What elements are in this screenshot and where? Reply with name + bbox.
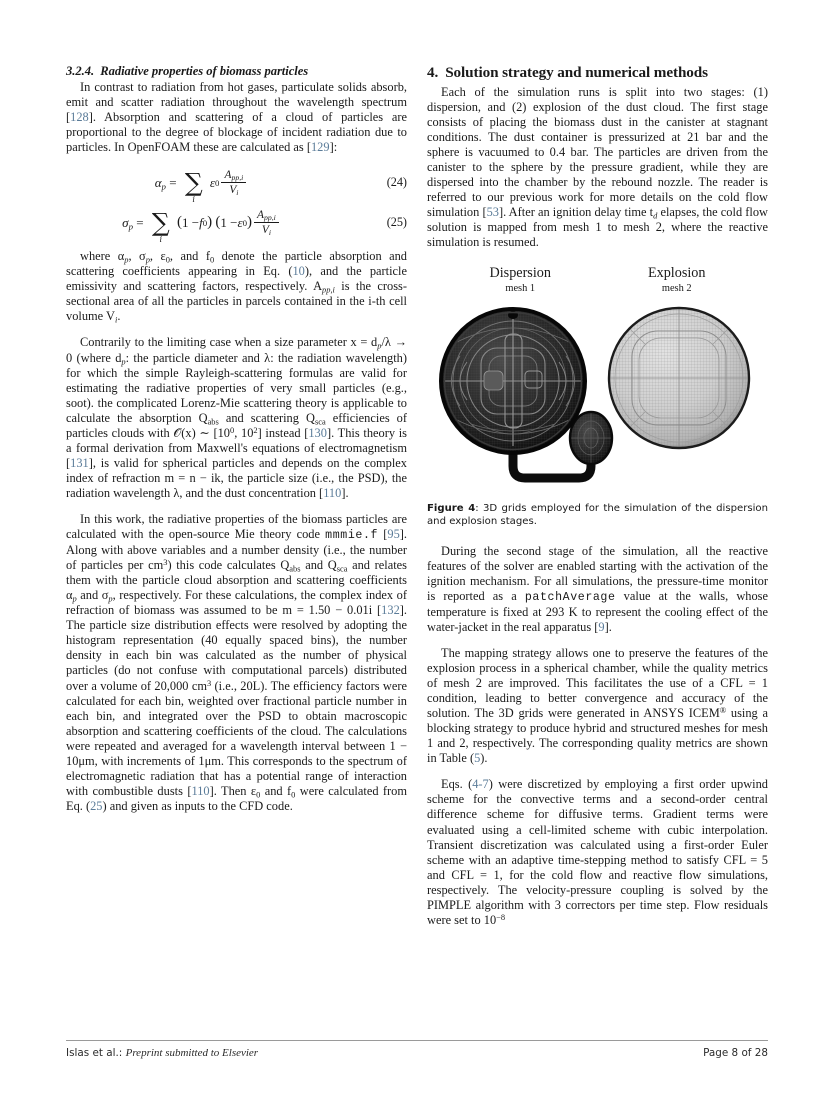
citation-table-5[interactable]: 5 [474,751,481,766]
text-run: efficiencies of particles clouds with 𝒪(x) ∼ [10 [66,410,408,440]
figure-label-dispersion [489,265,550,296]
dispersion-title: Dispersion [489,264,551,281]
paragraph-radiative-intro [66,80,407,155]
code-patchaverage: patchAverage [524,590,616,604]
text-run: In this work, the radiative properties of the biomass particles are calculated with the open-source Mie theory code [66,511,407,542]
text-run: ]. Then ε [209,783,257,798]
figure-image-3d-grids [427,298,768,493]
subsection-number: 3.2.4. [66,64,95,78]
text-run: is the cross-sectional area of all the particles in parcels contained in the i-th cell volume V [66,279,407,324]
text-run: ]. After an ignition delay time t [498,205,654,220]
text-run: Contrarily to the limiting case when a size parameter x = d [80,335,378,350]
text-run: and scattering Q [218,410,315,425]
text-run: /λ → 0 (where d [66,335,407,365]
summation-symbol: ∑ i [184,167,203,205]
text-run: , ε [149,249,166,264]
text-run: Each of the simulation runs is split into two stages: (1) dispersion, and (2) explosion of the dust cloud. The first stage consists of placing the biomass dust in the canister at stagnant conditions. The dust container is pressurized at 21 bar and the sphere is vacuumed to 0.4 bar. The particles are driven from the canister to the sphere by the pressure gradient, while they are dispersed into the chamber by the rebound nozzle. The reader is referred to our previous work for more details on the cold flow simulation [ [427,85,768,220]
two-column-body [66,64,768,1024]
paragraph-mapping-strategy [427,646,768,766]
text-run: , 10 [234,425,254,440]
citation-eq-10[interactable]: 10 [292,264,305,279]
equation-25 [66,207,407,245]
figure-caption-text: : 3D grids employed for the simulation of the dispersion and explosion stages. [427,502,768,528]
equation-block [66,167,407,245]
text-run: [ [378,527,388,542]
subsection-title: Radiative properties of biomass particles [100,64,309,78]
section-number: 4. [427,64,439,81]
figure-labels [427,265,768,296]
citation-eqs-4-7[interactable]: 4-7 [472,777,489,792]
text-run: ]. This theory is a formal derivation from Maxwell's equations of electromagnetism [ [66,425,407,470]
citation-53[interactable]: 53 [486,205,499,220]
equation-24-body: $\alpha_p$ = ∑ i ε 0 $\frac{A_{pp,i}}{V_i}$ [66,169,365,196]
figure-4 [427,265,768,529]
text-run: (i.e., 20L). The efficiency factors were calculated for each bin, weighted over fractional particle number in each bin, and integrated over the PSD to obtain macroscopic absorption and scattering coefficients of the cloud. The calculations were repeated and averaged for a wavelength interval between 1 − 10μm, with increments of 1μm. This corresponds to the spectrum of electromagnetic radiation that has a potential range of interaction with combustible dusts [ [66,678,407,798]
citation-110[interactable]: 110 [323,485,342,500]
code-mmmie: mmmie.f [325,529,379,543]
text-run: and f [260,783,292,798]
explosion-title: Explosion [647,264,706,281]
summation-symbol: ∑ i [151,207,170,245]
footer-preprint-note: Preprint submitted to Elsevier [125,1047,259,1059]
text-run: ]: [329,140,338,155]
text-run: ]. Absorption and scattering of a cloud of particles are proportional to the degree of blockage of incident radiation due to particles. In OpenFOAM these are calculated as [ [66,110,407,155]
citation-9[interactable]: 9 [598,619,605,634]
text-run: ), and the particle emissivity and scattering factors, respectively. A [66,264,407,294]
figure-label-explosion [648,265,706,296]
residual-exponent: −8 [496,911,506,922]
figure-caption-label: Figure 4 [427,502,476,514]
dispersion-mesh-name: mesh 1 [505,282,536,294]
citation-128[interactable]: 128 [70,110,89,125]
text-run: ]. [341,485,349,500]
text-run: and Q [300,558,337,573]
text-run: ] instead [ [257,425,309,440]
text-run: using a blocking strategy to produce hybrid and structured meshes for mesh 1 and 2, respectively. The corresponding quality metrics are shown in Table ( [427,706,768,766]
citation-110b[interactable]: 110 [191,783,210,798]
text-run: ]. Along with above variables and a number density (i.e., the number of particles per cm [66,527,407,573]
text-run: ). [480,751,488,766]
dispersion-sphere-mesh1 [437,305,592,460]
text-run: value at the walls, whose temperature is fixed at 293 K to represent the cooling effect of the water-jacket in the real apparatus [ [427,588,768,634]
text-run: In contrast to radiation from hot gases, particulate solids absorb, emit and scatter radiation throughout the wavelength spectrum [ [66,80,407,125]
text-run: The mapping strategy allows one to preserve the features of the explosion process in a spherical chamber, while the quality metrics of mesh 2 are improved. This facilitates the use of a CFL = 1 condition, leading to better convergence and accuracy of the solution. The 3D grids were generated in ANSYS ICEM [427,645,768,721]
paragraph-where-definitions: where $\alpha_p$, $\sigma_p$, $\varepsilon_0$, and $f_0$ denote the particle absorption and scattering coefficients appearing in Eq. (10), and the particle emissivity and scattering factors, respectively. $A_{pp,i}$ is the cross-sectional area of all the particles in parcels contained in the i-th cell volume $V_i$. [66,249,408,325]
registered-mark: ® [719,704,727,715]
equation-25-body: $\sigma_p$ = ∑ i ( 1 − f 0 ) ( 1 − ε 0 ) $\frac{A_{pp,i}}{V_i}$ [66,209,365,236]
subsection-heading [66,64,407,79]
text-run: , and f [169,249,210,264]
equation-24 [66,167,407,205]
citation-132[interactable]: 132 [381,603,400,618]
footer-left [66,1047,258,1059]
text-run: ]. [604,619,612,634]
text-run: and relates them with the particle cloud absorption and scattering coefficients α [66,558,407,603]
text-run: , respectively. For these calculations, the complex index of refraction of biomass was assumed to be m = 1.50 − 0.01i [ [66,588,407,618]
right-column [427,64,768,1024]
paragraph-second-stage [427,544,768,635]
section-heading [427,64,768,82]
citation-131[interactable]: 131 [70,455,89,470]
explosion-mesh-name: mesh 2 [661,282,692,294]
equation-24-number: (24) [386,175,407,190]
citation-130[interactable]: 130 [308,425,327,440]
citation-eq-25[interactable]: 25 [90,798,103,813]
text-run: Eqs. ( [441,777,473,792]
text-run: where α [80,249,125,264]
explosion-sphere-mesh2 [607,306,753,452]
left-column [66,64,407,1024]
section-title: Solution strategy and numerical methods [445,64,708,81]
text-run: ]. The particle size distribution effects were resolved by adopting the histogram representation (40 equally spaced bins), the number density in each bin was calculated as the number of physical particles (do not confuse with computational parcels) distributed over a volume of 20,000 cm [66,603,407,693]
text-run: elapses, the cold flow solution is mapped from mesh 1 to mesh 2, where the reactive simulation is resumed. [427,205,769,250]
page-footer [66,1040,768,1059]
fraction-app-v: $\frac{A_{pp,i}}{V_i}$ [254,209,279,236]
mesh-diagram-svg [427,298,768,493]
text-run: were calculated from Eq. ( [66,783,408,813]
paragraph-discretization [427,777,768,927]
paragraph-simulation-stages: Each of the simulation runs is split into two stages: (1) dispersion, and (2) explosion of the dust cloud. The first stage consists of placing the biomass dust in the canister at stagnant conditions. The dust container is pressurized at 21 bar and the sphere is vacuumed to 0.4 bar. The particles are driven from the canister to the sphere by the pressure gradient, while they are dispersed into the chamber by the rebound nozzle. The reader is referred to our previous work for more details on the cold flow simulation [53]. After an ignition delay time $t_d$ elapses, the cold flow solution is mapped from mesh 1 to mesh 2, where the reactive simulation is resumed. [427,85,769,250]
footer-authors: Islas et al.: [66,1047,123,1059]
fraction-app-v: $\frac{A_{pp,i}}{V_i}$ [221,169,246,196]
text-run: : the particle diameter and λ: the radiation wavelength) for which the simple Rayleigh-scattering formulas are valid for estimating the radiative properties of very small particles (e.g., soot). the complicated Lorenz-Mie scattering theory is applicable to calculate the absorption Q [66,350,407,425]
text-run: , σ [128,249,146,264]
equation-25-number: (25) [386,215,407,230]
figure-caption [427,502,768,529]
text-run: ) this code calculates Q [167,558,290,573]
text-run: . [117,309,121,324]
citation-129[interactable]: 129 [310,140,330,155]
text-run: ) were discretized by employing a first order upwind scheme for the convective terms and a second-order central difference scheme for diffusive terms. Gradient terms were evaluated using a cell-limited scheme with cubic interpolation. Transient discretization was calculated using a first-order Euler scheme with an adaptive time-stepping method to satisfy CFL = 5 and CFL = 1, for the cold flow and reactive flow simulations, respectively. The velocity-pressure coupling is solved by the PIMPLE algorithm with 3 correctors per time step. Flow residuals were set to 10 [427,777,768,927]
text-run: During the second stage of the simulation, all the reactive features of the solver are enabled starting with the activation of the ignition mechanism. For all simulations, the pressure-time monitor is reported as a [427,543,768,603]
paragraph-mie-theory: Contrarily to the limiting case when a size parameter $x = d_p/\lambda \to 0$ (where $d_p$: the particle diameter and λ: the radiation wavelength) for which the simple Rayleigh-scattering formulas are valid for estimating the radiative properties of very small particles (e.g., soot). the complicated Lorenz-Mie scattering theory is applicable to calculate the absorption $Q_{abs}$ and scattering $Q_{sca}$ efficiencies of particles clouds with 𝒪(x) ∼ [$10^0$, $10^2$] instead [130]. This theory is a formal derivation from Maxwell's equations of electromagnetism [131], is valid for spherical particles and depends on the complex index of refraction m = n − ik, the particle size (i.e., the PSD), the radiation wavelength λ, and the dust concentration [110]. [66,335,408,500]
text-run: ], is valid for spherical particles and depends on the complex index of refraction m = n − ik, the particle size (i.e., the PSD), the radiation wavelength λ, and the dust concentration [ [66,455,407,500]
paragraph-mmmie-calculations: In this work, the radiative properties of the biomass particles are calculated with the open-source Mie theory code mmmie.f [95]. Along with above variables and a number density (i.e., the number of particles per $cm^3$) this code calculates $Q_{abs}$ and $Q_{sca}$ and relates them with the particle cloud absorption and scattering coefficients $\alpha_p$ and $\sigma_p$, respectively. For these calculations, the complex index of refraction of biomass was assumed to be m = 1.50 − 0.01i [132]. The particle size distribution effects were resolved by adopting the histogram representation (40 equally spaced bins), the number density in each bin was calculated as the number of physical particles (do not confuse with computational parcels) distributed over a volume of 20,000 $cm^3$ (i.e., 20L). The efficiency factors were calculated for each bin, weighted over fractional particle number in each bin, and integrated over the PSD to obtain macroscopic absorption and scattering coefficients of the cloud. The calculations were repeated and averaged for a wavelength interval between 1 − 10μm, with increments of 1μm. This corresponds to the spectrum of electromagnetic radiation that has a potential range of interaction with combustible dusts [110]. Then $\varepsilon_0$ and $f_0$ were calculated from Eq. (25) and given as inputs to the CFD code. [66,511,408,813]
citation-95[interactable]: 95 [387,527,400,542]
text-run: ) and given as inputs to the CFD code. [102,798,293,813]
text-run: denote the particle absorption and scattering coefficients appearing in Eq. ( [66,249,408,279]
footer-page-number: Page 8 of 28 [703,1047,768,1059]
text-run: and σ [76,588,109,603]
